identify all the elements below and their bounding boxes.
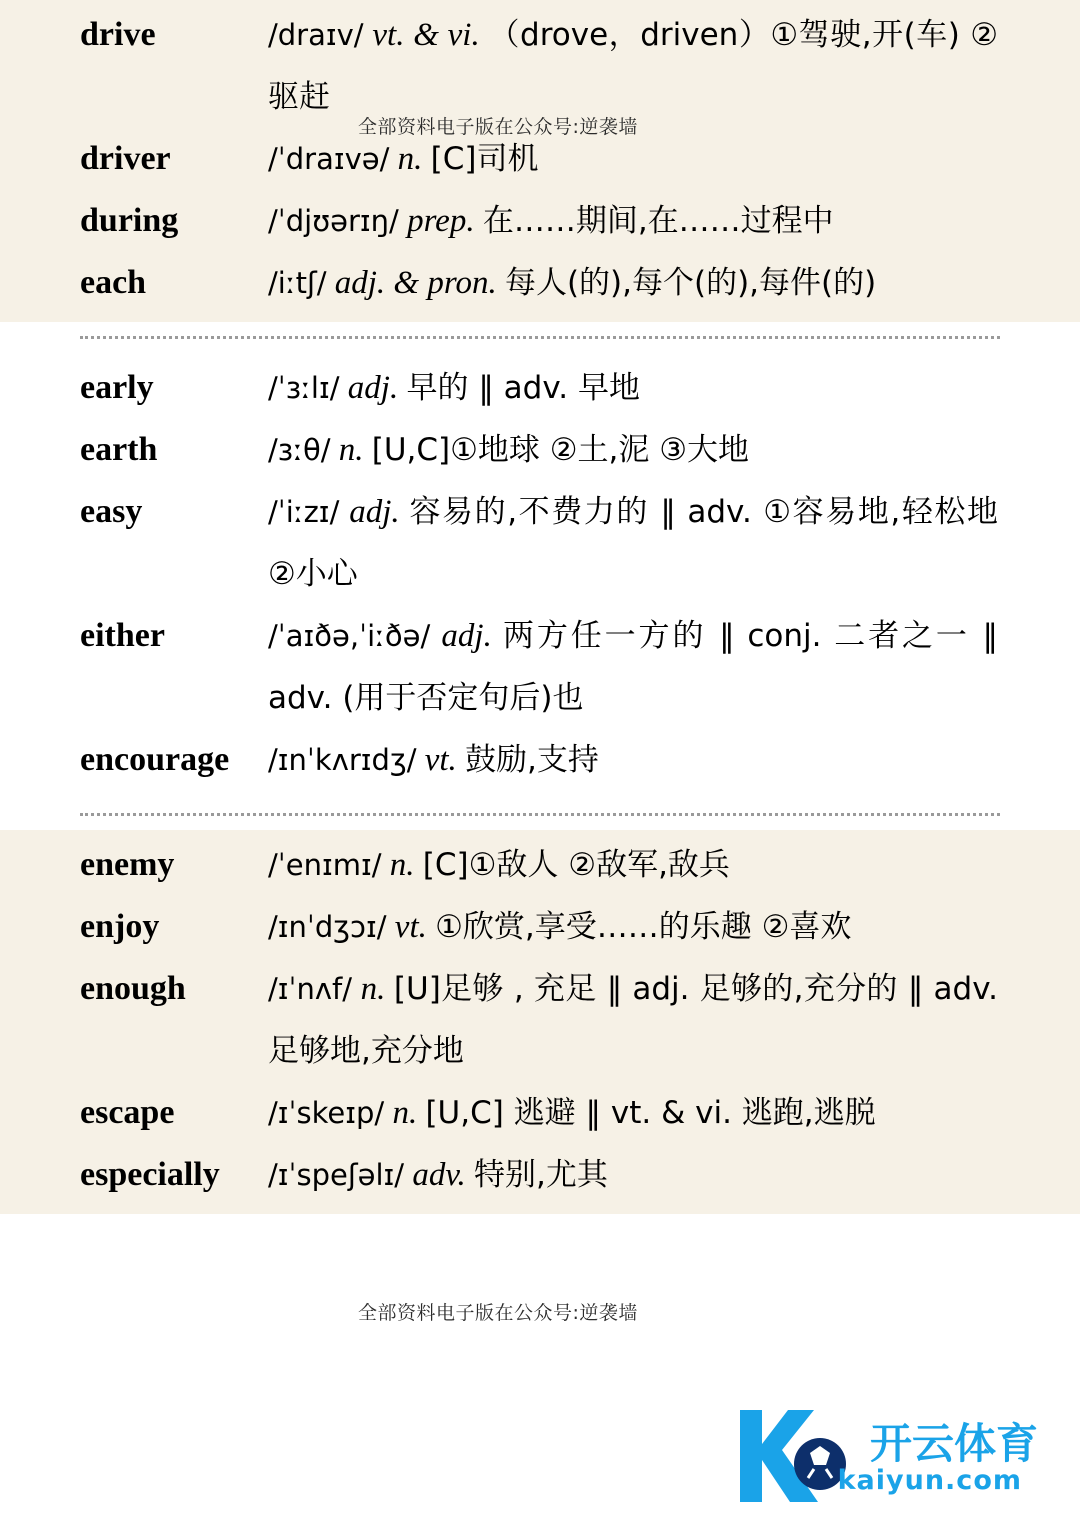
ipa: /iːtʃ/: [268, 266, 327, 300]
part-of-speech: vt.: [424, 742, 457, 778]
headword: especially: [80, 1156, 220, 1193]
part-of-speech: adj.: [349, 494, 400, 530]
ipa: /draɪv/: [268, 18, 364, 52]
headword: easy: [80, 493, 143, 530]
part-of-speech: adj.: [441, 618, 492, 654]
ipa: /ɪˈskeɪp/: [268, 1096, 385, 1130]
headword: enemy: [80, 846, 175, 883]
definition: [268, 834, 1080, 896]
part-of-speech: n.: [338, 432, 364, 468]
meaning: 特别,尤其: [474, 1157, 608, 1193]
definition: [268, 1144, 1080, 1206]
list-item: [0, 481, 1080, 605]
ipa: /ɪˈspeʃəlɪ/: [268, 1158, 405, 1192]
meaning: 在……期间,在……过程中: [482, 203, 834, 239]
list-item: [0, 896, 1080, 958]
ipa: /ɜːθ/: [268, 433, 331, 467]
headword: driver: [80, 140, 171, 177]
meaning: [U,C] 逃避 ‖ vt. & vi. 逃跑,逃脱: [425, 1095, 876, 1131]
list-item: [0, 357, 1080, 419]
word-group-3: [0, 830, 1080, 1214]
definition: [268, 252, 1080, 314]
meaning: 两方任一方的 ‖ conj. 二者之一 ‖ adv. (用于否定句后)也: [268, 618, 999, 716]
brand-url: kaiyun.com: [837, 1465, 1022, 1496]
ipa: /ɪˈnʌf/: [268, 972, 353, 1006]
meaning: [C]①敌人 ②敌军,敌兵: [422, 847, 730, 883]
headword: drive: [80, 16, 156, 53]
headword: each: [80, 264, 147, 301]
list-item: [0, 419, 1080, 481]
meaning: [C]司机: [430, 141, 539, 177]
definition: [268, 605, 1080, 729]
list-item: [0, 834, 1080, 896]
meaning: ①欣赏,享受……的乐趣 ②喜欢: [435, 909, 852, 945]
divider: [80, 336, 1000, 339]
definition: [268, 190, 1080, 252]
ipa: /ˈdjʊərɪŋ/: [268, 204, 399, 238]
definition: [268, 419, 1080, 481]
list-item: [0, 605, 1080, 729]
svg-text:开云体育: 开云体育: [870, 1419, 1039, 1468]
ipa: /ˈaɪðə,ˈiːðə/: [268, 619, 431, 653]
list-item: [0, 252, 1080, 314]
meaning: 每人(的),每个(的),每件(的): [504, 265, 877, 301]
headword: early: [80, 369, 154, 406]
definition: [268, 896, 1080, 958]
list-item: [0, 1144, 1080, 1206]
meaning: 鼓励,支持: [465, 742, 599, 778]
headword: enough: [80, 970, 186, 1007]
part-of-speech: adj. & pron.: [334, 265, 497, 301]
list-item: [0, 958, 1080, 1082]
meaning: [U,C]①地球 ②土,泥 ③大地: [371, 432, 750, 468]
list-item: [0, 729, 1080, 791]
headword: encourage: [80, 741, 230, 778]
meaning: [U]足够 , 充足 ‖ adj. 足够的,充分的 ‖ adv. 足够地,充分地: [268, 971, 999, 1069]
word-group-1: [0, 0, 1080, 322]
definition: [268, 1082, 1080, 1144]
part-of-speech: n.: [389, 847, 415, 883]
ipa: /ˈenɪmɪ/: [268, 848, 382, 882]
definition: [268, 4, 1080, 128]
part-of-speech: n.: [392, 1095, 418, 1131]
part-of-speech: vt. & vi.: [372, 17, 480, 53]
brand-logo: [722, 1402, 1052, 1512]
part-of-speech: adj.: [347, 370, 399, 406]
meaning: 早的 ‖ adv. 早地: [406, 370, 640, 406]
headword: enjoy: [80, 908, 160, 945]
definition: [268, 729, 1080, 791]
ipa: /ˈɜːlɪ/: [268, 371, 340, 405]
definition: [268, 958, 1080, 1082]
ipa: /ˈdraɪvə/: [268, 142, 390, 176]
definition: [268, 481, 1080, 605]
part-of-speech: vt.: [394, 909, 427, 945]
word-group-2: [0, 353, 1080, 799]
part-of-speech: n.: [397, 141, 423, 177]
watermark-text-bottom: 全部资料电子版在公众号:逆袭墙: [358, 1302, 638, 1324]
headword: either: [80, 617, 165, 654]
part-of-speech: n.: [360, 971, 386, 1007]
ipa: /ɪnˈkʌrɪdʒ/: [268, 743, 417, 777]
meaning: 容易的,不费力的 ‖ adv. ①容易地,轻松地 ②小心: [268, 494, 999, 592]
ipa: /ɪnˈdʒɔɪ/: [268, 910, 387, 944]
headword: during: [80, 202, 179, 239]
list-item: [0, 4, 1080, 128]
list-item: [0, 190, 1080, 252]
headword: earth: [80, 431, 158, 468]
meaning: （drove，driven）①驾驶,开(车) ②驱赶: [268, 17, 998, 115]
definition: [268, 357, 1080, 419]
divider: [80, 813, 1000, 816]
headword: escape: [80, 1094, 175, 1131]
ipa: /ˈiːzɪ/: [268, 495, 340, 529]
watermark-text-top: 全部资料电子版在公众号:逆袭墙: [358, 116, 638, 138]
part-of-speech: adv.: [412, 1157, 466, 1193]
part-of-speech: prep.: [407, 203, 475, 239]
list-item: [0, 1082, 1080, 1144]
